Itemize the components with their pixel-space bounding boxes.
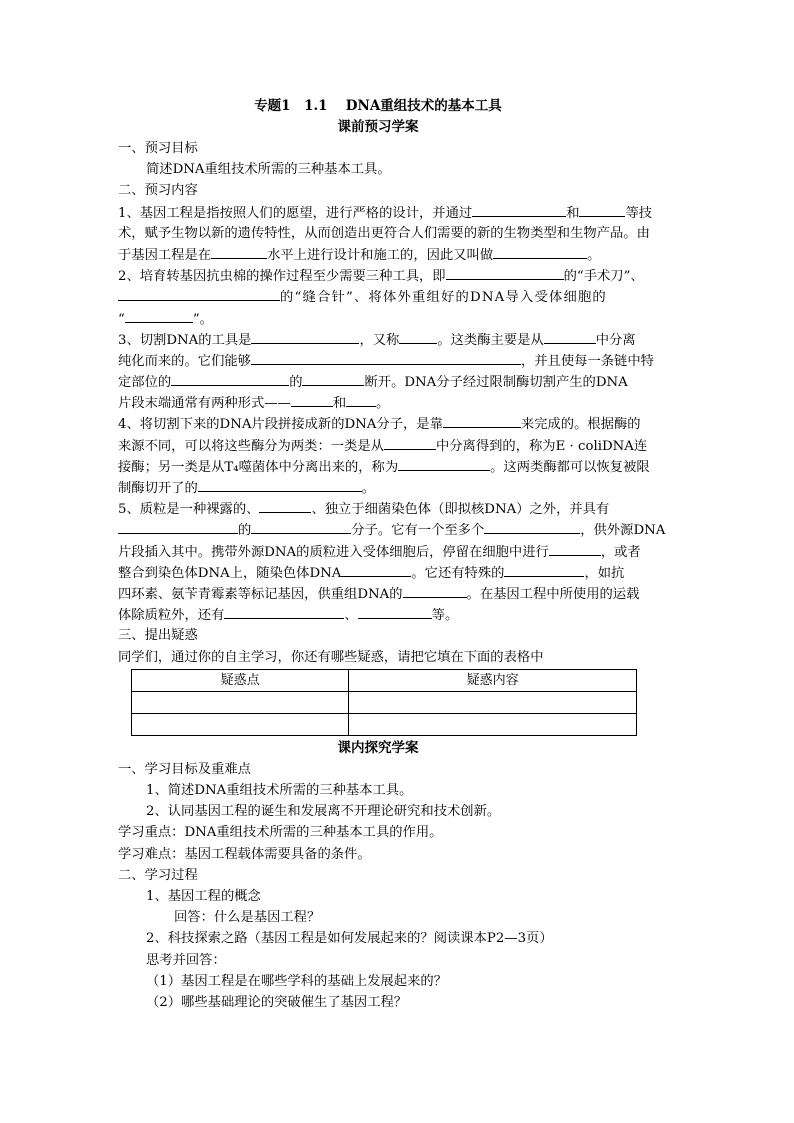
process-step-1-question: 回答：什么是基因工程？ [174,910,321,926]
blank[interactable] [224,604,344,619]
item5-line3: 片段插入其中。携带外源DNA的质粒进入受体细胞后，停留在细胞中进行 ，或者 [118,541,638,562]
section-title-preview: 课前预习学案 [337,119,419,135]
table-cell[interactable] [132,691,349,713]
heading-preview-goal: 一、预习目标 [118,141,198,156]
item1-line2: 术，赋予生物以新的遗传特性，从而创造出更符合人们需要的新的生物类型和生物产品。由 [118,225,650,241]
item3-line4: 片段末端通常有两种形式—— 和 。 [118,392,638,413]
item5-line2: 的 分子。它有一个至多个 ，供外源DNA [118,519,638,540]
blank[interactable] [171,371,289,386]
process-step-2: 2、科技探索之路（基因工程是如何发展起来的？阅读课本P2—3页） [146,931,553,947]
item2-line1: 2、培育转基因抗虫棉的操作过程至少需要三种工具，即 的“手术刀”、 [118,265,638,286]
table-header-row [132,669,637,691]
doubts-intro: 同学们，通过你的自主学习，你还有哪些疑惑，请把它填在下面的表格中 [118,649,544,665]
item3-line2: 纯化而来的。它们能够 ，并且使每一条链中特 [118,350,638,371]
page-title: 专题1 1.1 DNA重组技术的基本工具 [254,98,502,114]
learning-difficulty: 学习难点：基因工程载体需要具备的条件。 [118,846,371,862]
blank[interactable] [399,329,437,344]
item3-line1: 3、切割DNA的工具是 ，又称 。这类酶主要是从 中分离 [118,329,638,350]
table-row [132,691,637,713]
blank[interactable] [358,604,432,619]
item4-line1: 4、将切割下来的DNA片段拼接成新的DNA分子，是靠 来完成的。根据酶的 [118,413,638,434]
blank[interactable] [211,244,267,259]
question-1: （1）基因工程是在哪些学科的基础上发展起来的？ [146,973,447,989]
blank[interactable] [504,562,584,577]
item5-line1: 5、质粒是一种裸露的、 、独立于细菌染色体（即拟核DNA）之外，并具有 [118,498,638,519]
section-title-inclass: 课内探究学案 [337,739,419,756]
learning-goal-2: 2、认同基因工程的诞生和发展离不开理论研究和技术创新。 [146,804,501,820]
table-cell[interactable] [132,713,349,735]
doubts-table [131,669,637,736]
blank[interactable] [472,202,566,217]
blank[interactable] [346,392,376,407]
blank[interactable] [403,583,467,598]
learning-focus: 学习重点：DNA重组技术所需的三种基本工具的作用。 [118,825,443,841]
blank[interactable] [579,202,625,217]
heading-preview-content: 二、预习内容 [118,183,198,199]
table-cell[interactable] [349,691,637,713]
think-and-answer: 思考并回答： [146,952,226,968]
blank[interactable] [341,562,411,577]
heading-learning-process: 二、学习过程 [118,867,198,883]
preview-goal-text: 简述DNA重组技术所需的三种基本工具。 [146,162,391,178]
item5-line5: 四环素、氨苄青霉素等标记基因，供重组DNA的 。在基因工程中所使用的运载 [118,583,638,604]
item2-line2: 的“缝合针”、将体外重组好的DNA导入受体细胞的 [118,286,638,307]
item4-line4: 制酶切开了的 。 [118,477,638,498]
blank[interactable] [251,350,521,365]
blank[interactable] [544,329,596,344]
blank[interactable] [259,498,311,513]
blank[interactable] [302,371,364,386]
blank[interactable] [384,435,436,450]
process-step-1: 1、基因工程的概念 [146,889,261,905]
blank[interactable] [125,308,193,323]
worksheet-page [118,96,666,1013]
heading-doubts: 三、提出疑惑 [118,628,198,644]
blank[interactable] [398,456,490,471]
item5-line6: 体除质粒外，还有 、 等。 [118,604,638,625]
table-row [132,713,637,735]
item5-line4: 整合到染色体DNA上，随染色体DNA 。它还有特殊的 ，如抗 [118,562,638,583]
blank[interactable] [251,519,351,534]
table-header-cell: 疑惑内容 [349,669,637,691]
item4-line3: 接酶；另一类是从T₄噬菌体中分离出来的，称为 。这两类酶都可以恢复被限 [118,456,638,477]
question-2: （2）哪些基础理论的突破催生了基因工程？ [146,994,408,1010]
item3-line3: 定部位的 的 断开。DNA分子经过限制酶切割产生的DNA [118,371,638,392]
blank[interactable] [291,392,333,407]
item1-line1: 1、基因工程是指按照人们的愿望，进行严格的设计，并通过 和 等技 [118,202,638,223]
item4-line2: 来源不同，可以将这些酶分为两类：一类是从 中分离得到的，称为E · coliDNA连 [118,435,638,456]
item1-line3: 于基因工程是在 水平上进行设计和施工的，因此又叫做 。 [118,244,638,265]
table-cell[interactable] [349,713,637,735]
blank[interactable] [118,286,280,301]
blank[interactable] [493,244,587,259]
blank[interactable] [198,477,362,492]
learning-goal-1: 1、简述DNA重组技术所需的三种基本工具。 [146,783,413,799]
blank[interactable] [443,413,521,428]
blank[interactable] [484,519,580,534]
blank[interactable] [446,265,564,280]
item2-line3: “ ”。 [118,308,638,329]
table-header-cell: 疑惑点 [132,669,349,691]
blank[interactable] [251,329,359,344]
blank[interactable] [549,541,601,556]
heading-learning-goals: 一、学习目标及重难点 [118,761,251,777]
blank[interactable] [118,519,238,534]
